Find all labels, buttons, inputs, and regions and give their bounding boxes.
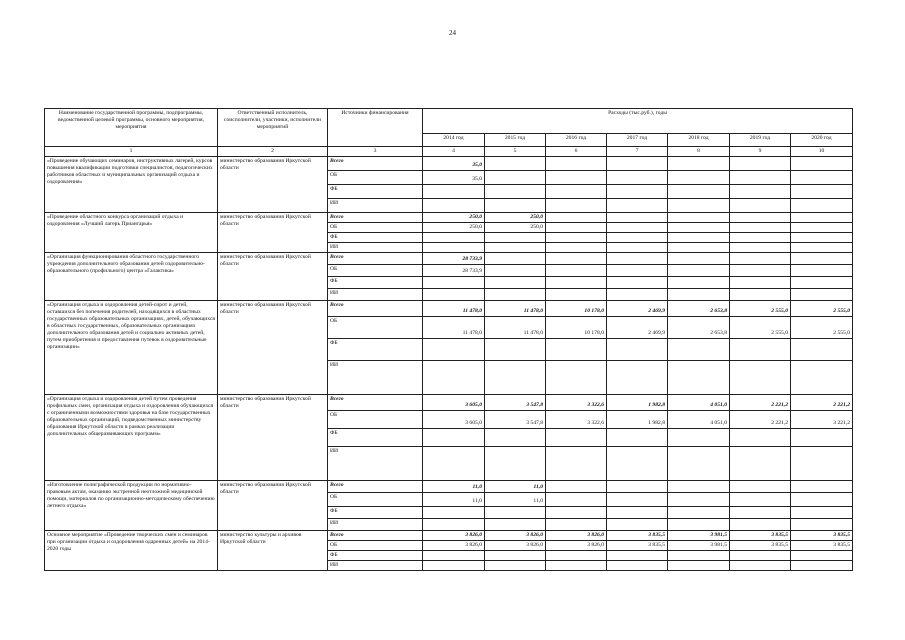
expense-value <box>668 338 730 360</box>
expense-value <box>485 184 546 198</box>
expense-value <box>668 480 730 492</box>
expense-value <box>607 550 668 560</box>
measure-executor: министерство образования Иркутской области <box>218 212 328 252</box>
expense-value <box>485 428 546 446</box>
expense-value: 35,0 <box>423 170 485 184</box>
expense-value <box>485 360 546 394</box>
expense-value <box>730 276 791 288</box>
expense-value <box>607 446 668 480</box>
expense-value: 2 469,9 <box>607 316 668 338</box>
expense-value <box>546 264 607 276</box>
expense-value: 250,0 <box>485 212 546 222</box>
expense-value: 3 826,0 <box>423 530 485 540</box>
expense-value <box>791 446 853 480</box>
expense-value <box>730 480 791 492</box>
expense-value: 35,0 <box>423 156 485 170</box>
page-number: 24 <box>449 29 456 37</box>
expense-value <box>485 550 546 560</box>
expense-value <box>546 288 607 300</box>
funding-source: ФБ <box>328 232 423 242</box>
expense-value: 3 835,5 <box>730 540 791 550</box>
header-executor: Ответственный исполнитель, соисполнители, участники, исполнители мероприятий <box>218 109 328 147</box>
expense-value: 1 982,8 <box>607 410 668 428</box>
column-number: 9 <box>730 147 791 157</box>
expense-value <box>791 288 853 300</box>
funding-source: ОБ <box>328 222 423 232</box>
expense-value <box>730 198 791 212</box>
funding-source: ОБ <box>328 492 423 506</box>
expense-value <box>730 446 791 480</box>
funding-source: ФБ <box>328 276 423 288</box>
expense-value <box>791 550 853 560</box>
expense-value <box>423 428 485 446</box>
expense-value <box>668 506 730 518</box>
expense-value <box>546 480 607 492</box>
expense-value: 3 826,0 <box>485 530 546 540</box>
expense-value <box>546 252 607 264</box>
expense-value <box>668 446 730 480</box>
expense-value <box>668 212 730 222</box>
expense-value <box>607 252 668 264</box>
expense-value: 4 051,0 <box>668 410 730 428</box>
expense-value <box>546 170 607 184</box>
column-number: 4 <box>423 147 485 157</box>
expense-value <box>730 506 791 518</box>
expense-value <box>607 360 668 394</box>
expense-value <box>668 492 730 506</box>
measure-executor: министерство образования Иркутской области <box>218 300 328 394</box>
expense-value: 2 221,2 <box>730 394 791 410</box>
expense-value: 11 478,0 <box>423 300 485 316</box>
expense-value <box>730 428 791 446</box>
funding-source: ОБ <box>328 410 423 428</box>
measure-executor: министерство образования Иркутской области <box>218 480 328 530</box>
expense-value: 11,0 <box>485 480 546 492</box>
expense-value: 3 981,5 <box>668 530 730 540</box>
expense-value <box>730 184 791 198</box>
expense-value: 3 826,0 <box>546 530 607 540</box>
table-row <box>45 530 853 540</box>
expense-value: 250,0 <box>485 222 546 232</box>
funding-source: ФБ <box>328 428 423 446</box>
expense-value <box>607 492 668 506</box>
expense-value: 3 835,5 <box>791 530 853 540</box>
expense-value <box>668 232 730 242</box>
expense-value: 28 733,9 <box>423 264 485 276</box>
measure-name: «Организация функционирования областного государственного учреждения дополнительного образования детей оздоровительно-образовательного (профильного) центра «Галактика» <box>45 252 218 300</box>
expense-value <box>668 288 730 300</box>
funding-source: ФБ <box>328 338 423 360</box>
measure-name: «Организация отдыха и оздоровления детей путем проведения профильных смен, организация отдыха и оздоровления обучающихся с ограниченными возможностями здоровья на базе государственных образовательных организаций, подведомственных министерству образования Иркутской области в рамках реализации дополнительных общеразвивающих программ» <box>45 394 218 480</box>
expense-value <box>423 276 485 288</box>
funding-source: Всего <box>328 530 423 540</box>
expense-value <box>607 480 668 492</box>
expense-value: 3 826,0 <box>423 540 485 550</box>
expense-value <box>668 360 730 394</box>
expense-value: 2 653,8 <box>668 300 730 316</box>
expense-value <box>791 184 853 198</box>
expense-value <box>485 518 546 530</box>
expense-value <box>423 550 485 560</box>
table-row <box>45 212 853 222</box>
expense-value: 3 221,2 <box>791 410 853 428</box>
funding-source: Всего <box>328 480 423 492</box>
expense-value <box>668 222 730 232</box>
funding-source: Всего <box>328 300 423 316</box>
expense-value <box>546 212 607 222</box>
expense-value <box>668 170 730 184</box>
expense-value <box>668 156 730 170</box>
expense-value <box>485 242 546 252</box>
expense-value <box>607 428 668 446</box>
expense-value <box>546 242 607 252</box>
header-year: 2018 год <box>668 134 730 147</box>
funding-source: ИИ <box>328 288 423 300</box>
expense-value <box>668 276 730 288</box>
expense-value <box>730 550 791 560</box>
header-source: Источники финансирования <box>328 109 423 147</box>
expense-value <box>607 560 668 570</box>
funding-source: Всего <box>328 156 423 170</box>
expense-value <box>730 242 791 252</box>
expense-value <box>423 232 485 242</box>
expense-value: 2 221,2 <box>730 410 791 428</box>
expense-value <box>791 212 853 222</box>
expense-value: 2 653,8 <box>668 316 730 338</box>
header-year: 2016 год <box>546 134 607 147</box>
measure-name: «Проведение обучающих семинаров, инструктивных лагерей, курсов повышения квалификации подготовки специалистов, педагогических работников областных и муниципальных организаций отдыха и оздоровления» <box>45 156 218 212</box>
table-row <box>45 480 853 492</box>
expense-value <box>791 480 853 492</box>
expense-value: 2 555,0 <box>791 300 853 316</box>
expense-value <box>485 560 546 570</box>
expense-value <box>546 492 607 506</box>
measure-executor: министерство образования Иркутской области <box>218 394 328 480</box>
expense-value <box>485 170 546 184</box>
expense-value: 1 982,8 <box>607 394 668 410</box>
expense-value <box>607 288 668 300</box>
expense-value <box>730 212 791 222</box>
expense-value <box>730 170 791 184</box>
expense-value: 11 478,0 <box>423 316 485 338</box>
column-number: 10 <box>791 147 853 157</box>
expense-value: 3 547,8 <box>485 410 546 428</box>
expense-value <box>791 156 853 170</box>
measure-name: «Проведение областного конкурса организаций отдыха и оздоровления «Лучший лагерь Приангарья» <box>45 212 218 252</box>
expense-value <box>791 198 853 212</box>
expense-value <box>423 242 485 252</box>
expense-value <box>791 222 853 232</box>
expense-value: 3 835,5 <box>607 540 668 550</box>
funding-source: ОБ <box>328 170 423 184</box>
expense-value <box>546 550 607 560</box>
expense-value <box>546 560 607 570</box>
column-number: 5 <box>485 147 546 157</box>
expense-value <box>423 360 485 394</box>
expense-value: 2 555,0 <box>791 316 853 338</box>
expense-value <box>485 506 546 518</box>
column-number: 8 <box>668 147 730 157</box>
expense-value: 3 605,0 <box>423 410 485 428</box>
column-number: 1 <box>45 147 218 157</box>
funding-source: Всего <box>328 252 423 264</box>
header-name: Наименование государственной программы, подпрограммы, ведомственной целевой программы, основного мероприятия, мероприятия <box>45 109 218 147</box>
expense-value: 2 555,0 <box>730 316 791 338</box>
expense-value: 3 826,0 <box>546 540 607 550</box>
measure-name: «Организация отдыха и оздоровления детей-сирот и детей, оставшихся без попечения родителей, находящихся в областных государственных образовательных организациях, детей, обучающихся в областных государственных, образовательных организациях дополнительного образования детей и социально активных детей, путем приобретения и предоставления путевок в оздоровительные организации» <box>45 300 218 394</box>
expense-value <box>546 338 607 360</box>
expense-value <box>730 252 791 264</box>
expenses-table <box>44 108 853 571</box>
expense-value: 3 835,5 <box>730 530 791 540</box>
expense-value <box>485 232 546 242</box>
header-year: 2019 год <box>730 134 791 147</box>
expense-value: 3 835,5 <box>607 530 668 540</box>
funding-source: ИИ <box>328 360 423 394</box>
expense-value <box>607 518 668 530</box>
expense-value <box>668 560 730 570</box>
expense-value <box>791 518 853 530</box>
expense-value <box>730 156 791 170</box>
expense-value <box>546 360 607 394</box>
expense-value <box>791 232 853 242</box>
expense-value <box>730 518 791 530</box>
expense-value <box>546 446 607 480</box>
measure-executor: министерство образования Иркутской области <box>218 156 328 212</box>
header-year: 2020 год <box>791 134 853 147</box>
column-number: 6 <box>546 147 607 157</box>
expense-value: 11,0 <box>485 492 546 506</box>
expense-value <box>485 156 546 170</box>
expense-value <box>546 156 607 170</box>
expense-value <box>485 446 546 480</box>
expense-value <box>607 170 668 184</box>
expense-value: 3 322,6 <box>546 410 607 428</box>
expense-value <box>791 264 853 276</box>
expense-value <box>668 252 730 264</box>
column-number: 2 <box>218 147 328 157</box>
header-year: 2014 год <box>423 134 485 147</box>
expense-value: 3 826,0 <box>485 540 546 550</box>
funding-source: ФБ <box>328 506 423 518</box>
expense-value <box>668 242 730 252</box>
expense-value <box>546 506 607 518</box>
column-number: 3 <box>328 147 423 157</box>
expense-value <box>607 184 668 198</box>
expense-value: 3 322,6 <box>546 394 607 410</box>
expense-value: 250,0 <box>423 222 485 232</box>
expense-value: 2 469,9 <box>607 300 668 316</box>
expense-value <box>730 288 791 300</box>
expense-value: 4 051,0 <box>668 394 730 410</box>
expense-value <box>730 338 791 360</box>
expense-value <box>791 252 853 264</box>
measure-executor: министерство культуры и архивов Иркутской области <box>218 530 328 570</box>
expense-value <box>546 198 607 212</box>
expense-value <box>668 550 730 560</box>
expense-value: 11 478,0 <box>485 316 546 338</box>
expense-value <box>730 360 791 394</box>
column-number: 7 <box>607 147 668 157</box>
expense-value <box>423 184 485 198</box>
expense-value <box>423 338 485 360</box>
expense-value <box>791 506 853 518</box>
expense-value <box>791 492 853 506</box>
funding-source: ИИ <box>328 560 423 570</box>
header-year: 2015 год <box>485 134 546 147</box>
funding-source: ИИ <box>328 446 423 480</box>
expense-value <box>485 288 546 300</box>
measure-name: Основное мероприятие «Проведение творческих смен и семинаров при организации отдыха и оздоровления одаренных детей» на 2014-2020 годы <box>45 530 218 570</box>
expense-value: 3 547,8 <box>485 394 546 410</box>
expense-value <box>546 518 607 530</box>
expense-value <box>546 276 607 288</box>
expense-value <box>730 232 791 242</box>
expense-value <box>668 184 730 198</box>
funding-source: ФБ <box>328 550 423 560</box>
expense-value: 3 981,5 <box>668 540 730 550</box>
expense-value <box>423 446 485 480</box>
expense-value <box>423 198 485 212</box>
expense-value <box>668 428 730 446</box>
expense-value: 11,0 <box>423 480 485 492</box>
funding-source: ОБ <box>328 316 423 338</box>
expense-value <box>485 252 546 264</box>
expense-value <box>791 170 853 184</box>
expense-value <box>668 518 730 530</box>
expense-value: 11,0 <box>423 492 485 506</box>
expense-value <box>607 222 668 232</box>
header-year: 2017 год <box>607 134 668 147</box>
expense-value <box>791 360 853 394</box>
expense-value <box>730 560 791 570</box>
funding-source: Всего <box>328 212 423 222</box>
expense-value <box>607 506 668 518</box>
expense-value: 3 605,0 <box>423 394 485 410</box>
expense-value <box>607 264 668 276</box>
measure-name: «Изготовление полиграфической продукции по нормативно-правовым актам, оказанию экстренной неотложной медицинской помощи, материалов по организационно-методическому обеспечению летнего отдыха» <box>45 480 218 530</box>
expense-value <box>791 242 853 252</box>
expense-value <box>607 198 668 212</box>
expense-value <box>730 264 791 276</box>
expense-value <box>485 264 546 276</box>
expense-value <box>730 222 791 232</box>
expense-value <box>607 276 668 288</box>
expense-value <box>607 212 668 222</box>
funding-source: Всего <box>328 394 423 410</box>
funding-source: ОБ <box>328 540 423 550</box>
expense-value <box>546 184 607 198</box>
expense-value <box>791 276 853 288</box>
expense-value <box>668 264 730 276</box>
expense-value <box>485 198 546 212</box>
expense-value <box>546 222 607 232</box>
expense-value: 28 733,9 <box>423 252 485 264</box>
expense-value <box>791 338 853 360</box>
expense-value <box>423 506 485 518</box>
table-row <box>45 156 853 170</box>
expense-value <box>791 428 853 446</box>
header-expenses: Расходы (тыс.руб.), годы <box>423 109 853 134</box>
expense-value <box>485 276 546 288</box>
funding-source: ИИ <box>328 518 423 530</box>
expense-value <box>607 242 668 252</box>
table-row <box>45 300 853 316</box>
expense-value <box>607 232 668 242</box>
expense-value <box>730 492 791 506</box>
expense-value <box>423 288 485 300</box>
expense-value <box>607 156 668 170</box>
expense-value <box>607 338 668 360</box>
expense-value <box>485 338 546 360</box>
table-row <box>45 394 853 410</box>
funding-source: ИИ <box>328 198 423 212</box>
funding-source: ИИ <box>328 242 423 252</box>
expense-value: 2 221,2 <box>791 394 853 410</box>
expense-value <box>668 198 730 212</box>
funding-source: ОБ <box>328 264 423 276</box>
expense-value: 250,0 <box>423 212 485 222</box>
expense-value <box>423 560 485 570</box>
funding-source: ФБ <box>328 184 423 198</box>
measure-executor: министерство образования Иркутской области <box>218 252 328 300</box>
expense-value <box>546 428 607 446</box>
expense-value <box>546 232 607 242</box>
expense-value <box>791 560 853 570</box>
expense-value <box>423 518 485 530</box>
expense-value: 11 478,0 <box>485 300 546 316</box>
expense-value: 10 178,0 <box>546 316 607 338</box>
expense-value: 2 555,0 <box>730 300 791 316</box>
table-row <box>45 252 853 264</box>
expense-value: 10 178,0 <box>546 300 607 316</box>
expense-value: 3 835,5 <box>791 540 853 550</box>
